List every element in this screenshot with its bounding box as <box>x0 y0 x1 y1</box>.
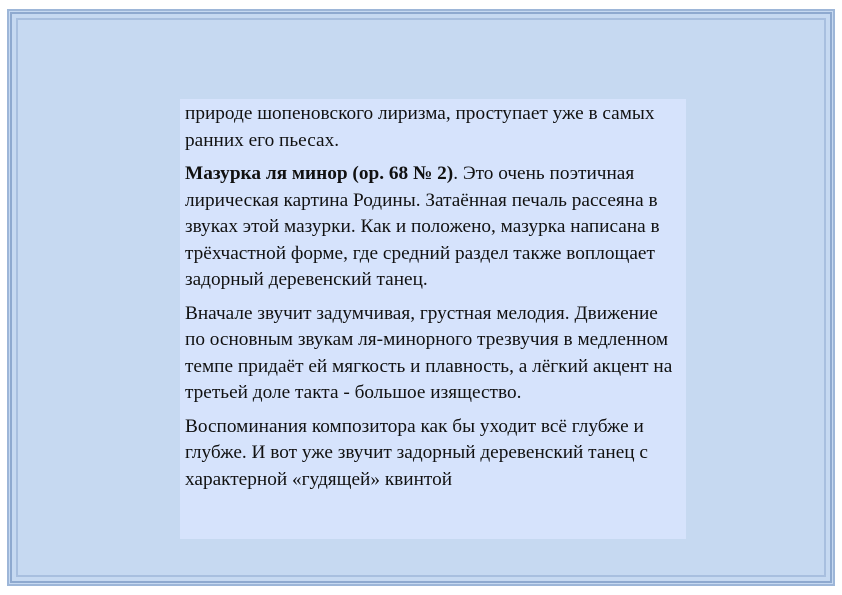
text-box <box>180 99 686 539</box>
paragraph-2-text: . Это очень поэтичная лирическая картина Родины. Затаённая печаль рассеяна в звуках этой мазурки. Как и положено, мазурка написана в трёхчастной форме, где средний раздел также воплощает задорный деревенский танец. <box>185 163 660 290</box>
paragraph-2 <box>185 161 682 294</box>
paragraph-3 <box>185 301 682 407</box>
paragraph-4 <box>185 414 682 494</box>
paragraph-3-text: Вначале звучит задумчивая, грустная мелодия. Движение по основным звукам ля-минорного трезвучия в медленном темпе придаёт ей мягкость и плавность, а лёгкий акцент на третьей доле такта - большое изящество. <box>185 302 673 403</box>
paragraph-4-text: Воспоминания композитора как бы уходит всё глубже и глубже. И вот уже звучит задорный деревенский танец с характерной «гудящей» квинтой <box>185 415 648 490</box>
paragraph-1-text: природе шопеновского лиризма, проступает уже в самых ранних его пьесах. <box>185 103 655 151</box>
paragraph-1 <box>185 101 682 154</box>
paragraph-2-heading: Мазурка ля минор (ор. 68 № 2) <box>185 163 454 184</box>
slide <box>10 12 832 583</box>
